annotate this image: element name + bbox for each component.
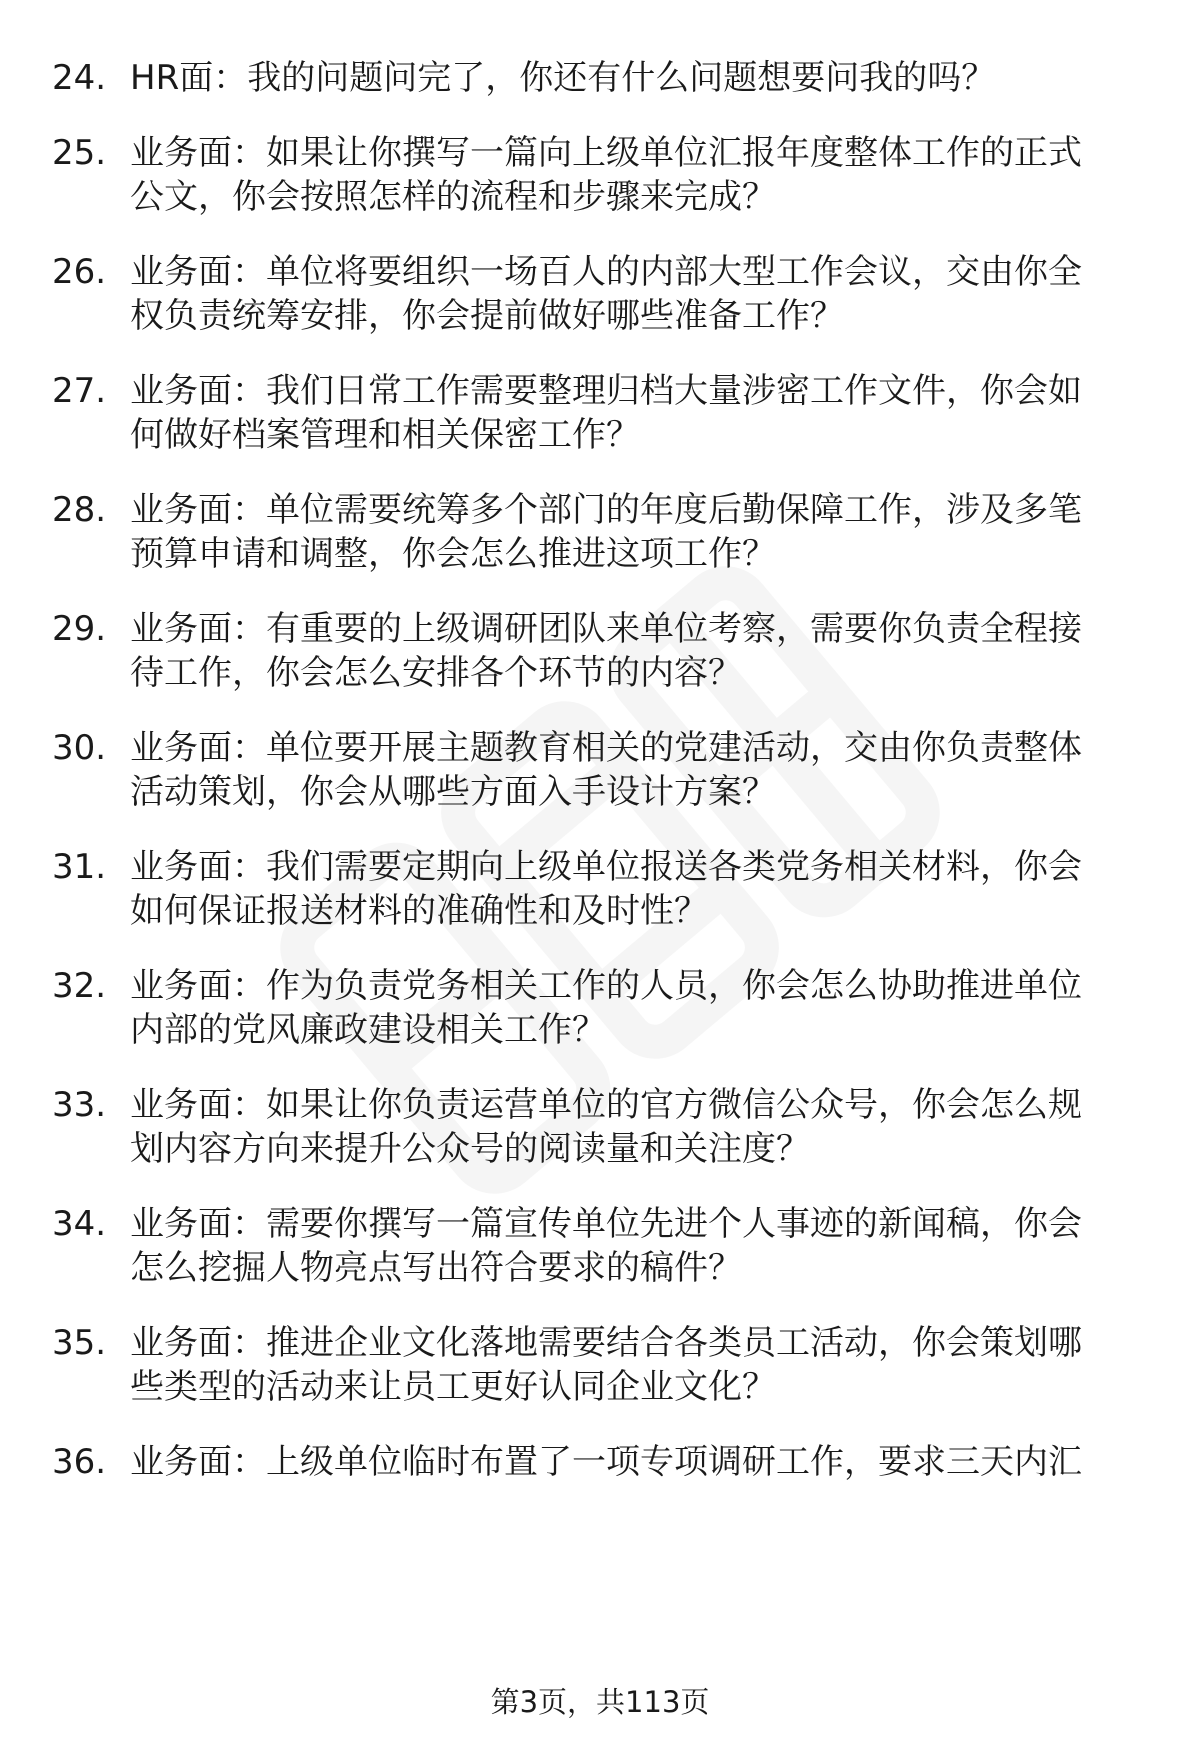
question-text-line-1: 业务面：有重要的上级调研团队来单位考察，需要你负责全程接 — [130, 609, 1082, 649]
question-number: 31. — [52, 847, 107, 887]
question-number: 35. — [52, 1323, 107, 1363]
question-number: 33. — [52, 1085, 107, 1125]
question-text-line-1: 业务面：作为负责党务相关工作的人员，你会怎么协助推进单位 — [130, 966, 1082, 1006]
question-text-line-1: 业务面：上级单位临时布置了一项专项调研工作，要求三天内汇 — [130, 1442, 1082, 1482]
question-text-line-2: 活动策划，你会从哪些方面入手设计方案？ — [130, 772, 776, 812]
question-text-line-1: 业务面：需要你撰写一篇宣传单位先进个人事迹的新闻稿，你会 — [130, 1204, 1082, 1244]
question-text-line-2: 如何保证报送材料的准确性和及时性？ — [130, 891, 708, 931]
question-text-line-1: 业务面：推进企业文化落地需要结合各类员工活动，你会策划哪 — [130, 1323, 1082, 1363]
question-text-line-2: 何做好档案管理和相关保密工作？ — [130, 415, 640, 455]
question-text-line-2: 预算申请和调整，你会怎么推进这项工作？ — [130, 534, 776, 574]
question-number: 34. — [52, 1204, 107, 1244]
question-number: 25. — [52, 133, 107, 173]
question-number: 36. — [52, 1442, 107, 1482]
question-text-line-1: 业务面：如果让你负责运营单位的官方微信公众号，你会怎么规 — [130, 1085, 1082, 1125]
question-text-line-1: HR面：我的问题问完了，你还有什么问题想要问我的吗？ — [130, 58, 996, 98]
question-text-line-1: 业务面：如果让你撰写一篇向上级单位汇报年度整体工作的正式 — [130, 133, 1082, 173]
page-indicator: 第3页，共113页 — [490, 1685, 710, 1719]
question-text-line-2: 权负责统筹安排，你会提前做好哪些准备工作？ — [130, 296, 844, 336]
question-number: 24. — [52, 58, 107, 98]
question-number: 28. — [52, 490, 107, 530]
question-number: 27. — [52, 371, 107, 411]
question-text-line-2: 公文，你会按照怎样的流程和步骤来完成？ — [130, 177, 776, 217]
question-text-line-1: 业务面：单位要开展主题教育相关的党建活动，交由你负责整体 — [130, 728, 1082, 768]
question-text-line-1: 业务面：单位将要组织一场百人的内部大型工作会议，交由你全 — [130, 252, 1082, 292]
question-text-line-1: 业务面：我们需要定期向上级单位报送各类党务相关材料，你会 — [130, 847, 1082, 887]
question-text-line-2: 些类型的活动来让员工更好认同企业文化？ — [130, 1367, 776, 1407]
question-text-line-2: 划内容方向来提升公众号的阅读量和关注度？ — [130, 1129, 810, 1169]
question-text-line-2: 待工作，你会怎么安排各个环节的内容？ — [130, 653, 742, 693]
question-text-line-2: 怎么挖掘人物亮点写出符合要求的稿件？ — [130, 1248, 742, 1288]
question-text-line-2: 内部的党风廉政建设相关工作？ — [130, 1010, 606, 1050]
question-number: 26. — [52, 252, 107, 292]
question-number: 32. — [52, 966, 107, 1006]
question-number: 30. — [52, 728, 107, 768]
question-number: 29. — [52, 609, 107, 649]
question-text-line-1: 业务面：单位需要统筹多个部门的年度后勤保障工作，涉及多笔 — [130, 490, 1082, 530]
question-text-line-1: 业务面：我们日常工作需要整理归档大量涉密工作文件，你会如 — [130, 371, 1082, 411]
